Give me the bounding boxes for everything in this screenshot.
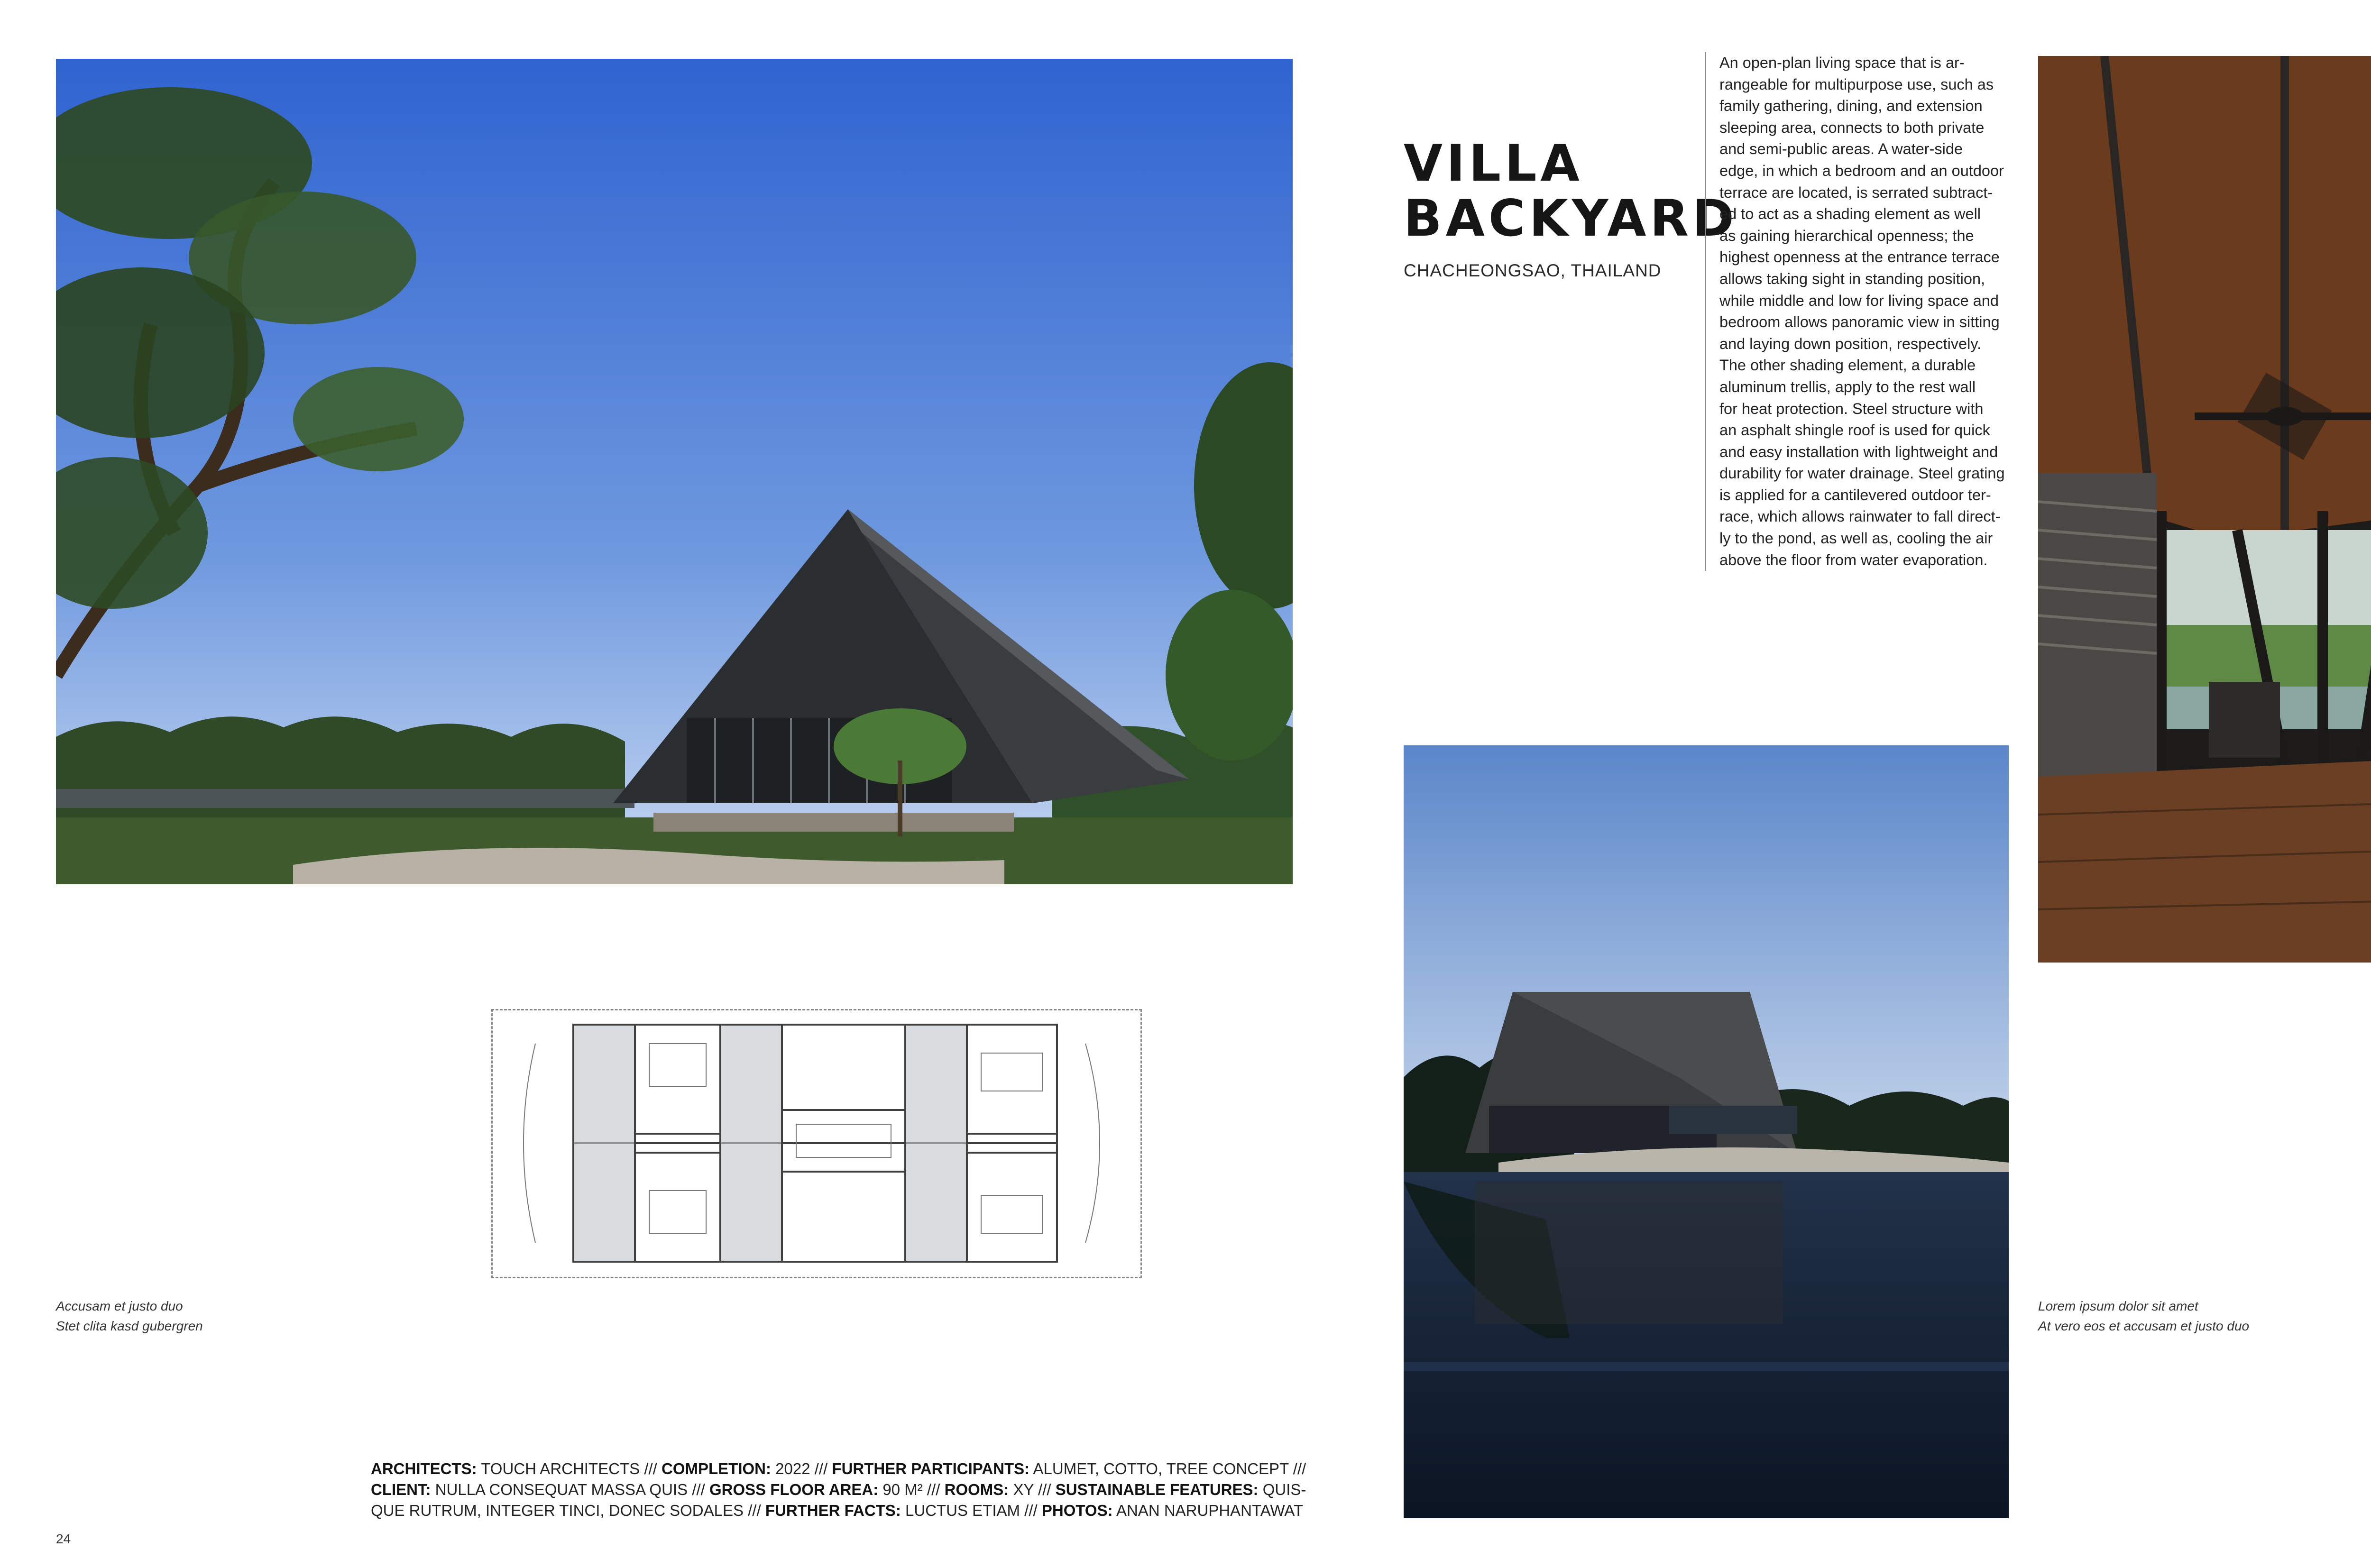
- credit-value: QUE RUTRUM, INTEGER TINCI, DONEC SODALES ///: [371, 1502, 761, 1519]
- caption-left-line: Stet clita kasd gubergren: [56, 1319, 203, 1333]
- project-location: CHACHEONGSAO, THAILAND: [1404, 261, 1662, 280]
- photo-villa-interior: [2038, 56, 2371, 963]
- credit-label: SUSTAINABLE FEATURES:: [1055, 1481, 1259, 1498]
- credit-label: FURTHER FACTS:: [765, 1502, 901, 1519]
- description-line: terrace are located, is serrated subtract-: [1719, 183, 1993, 201]
- description-line: family gathering, dining, and extension: [1719, 97, 1983, 115]
- photo-villa-pond-dusk: [1404, 745, 2009, 1518]
- description-line: and semi-public areas. A water-side: [1719, 140, 1963, 158]
- description-line: bedroom allows panoramic view in sitting: [1719, 313, 2000, 331]
- description-line: edge, in which a bedroom and an outdoor: [1719, 162, 2004, 179]
- description-line: sleeping area, connects to both private: [1719, 119, 1985, 136]
- description-line: is applied for a cantilevered outdoor ter-: [1719, 486, 1991, 504]
- caption-left: [56, 1296, 203, 1336]
- description-line: The other shading element, a durable: [1719, 357, 1976, 374]
- credit-label: ARCHITECTS:: [371, 1460, 477, 1477]
- credit-value: ALUMET, COTTO, TREE CONCEPT ///: [1033, 1460, 1306, 1477]
- description-line: for heat protection. Steel structure with: [1719, 400, 1984, 417]
- credit-value: TOUCH ARCHITECTS ///: [481, 1460, 657, 1477]
- photo-villa-exterior: [56, 59, 1293, 884]
- credit-value: LUCTUS ETIAM ///: [905, 1502, 1038, 1519]
- credit-value: 2022 ///: [775, 1460, 828, 1477]
- caption-right-line: At vero eos et accusam et justo duo: [2038, 1319, 2250, 1333]
- credit-label: FURTHER PARTICIPANTS:: [832, 1460, 1030, 1477]
- description-line: allows taking sight in standing position,: [1719, 270, 1985, 287]
- description-line: an asphalt shingle roof is used for quick: [1719, 422, 1990, 439]
- page-title-line1: VILLA: [1404, 134, 1583, 193]
- description-line: highest openness at the entrance terrace: [1719, 248, 2000, 266]
- page-number-left: 24: [56, 1531, 71, 1546]
- credit-value: 90 M² ///: [882, 1481, 940, 1498]
- credit-value: ANAN NARUPHANTAWAT: [1116, 1502, 1304, 1519]
- description-line: above the floor from water evaporation.: [1719, 551, 1988, 569]
- credit-label: GROSS FLOOR AREA:: [709, 1481, 879, 1498]
- description-line: and laying down position, respectively.: [1719, 335, 1982, 352]
- credit-value: NULLA CONSEQUAT MASSA QUIS ///: [435, 1481, 705, 1498]
- credit-value: XY ///: [1013, 1481, 1051, 1498]
- description-line: while middle and low for living space and: [1719, 292, 1999, 309]
- description-line: durability for water drainage. Steel grating: [1719, 465, 2005, 482]
- caption-left-line: Accusam et justo duo: [56, 1299, 183, 1313]
- credit-label: CLIENT:: [371, 1481, 431, 1498]
- description-line: as gaining hierarchical openness; the: [1719, 227, 1974, 244]
- credit-label: ROOMS:: [944, 1481, 1009, 1498]
- floor-plan-drawing: [491, 1009, 1142, 1278]
- description-line: aluminum trellis, apply to the rest wall: [1719, 378, 1976, 395]
- caption-right-line: Lorem ipsum dolor sit amet: [2038, 1299, 2198, 1313]
- description-line: race, which allows rainwater to fall direct-: [1719, 508, 2001, 525]
- page-title-line2: BACKYARD: [1404, 189, 1738, 248]
- project-description: [1705, 52, 2025, 571]
- caption-right: [2038, 1296, 2249, 1336]
- description-line: ly to the pond, as well as, cooling the air: [1719, 530, 1993, 547]
- credit-value: QUIS-: [1262, 1481, 1306, 1498]
- description-line: ed to act as a shading element as well: [1719, 205, 1981, 223]
- project-credits: [371, 1458, 1338, 1521]
- credit-label: PHOTOS:: [1041, 1502, 1113, 1519]
- description-line: and easy installation with lightweight and: [1719, 443, 1998, 460]
- credit-label: COMPLETION:: [662, 1460, 771, 1477]
- description-line: An open-plan living space that is ar-: [1719, 54, 1965, 71]
- description-line: rangeable for multipurpose use, such as: [1719, 75, 1994, 93]
